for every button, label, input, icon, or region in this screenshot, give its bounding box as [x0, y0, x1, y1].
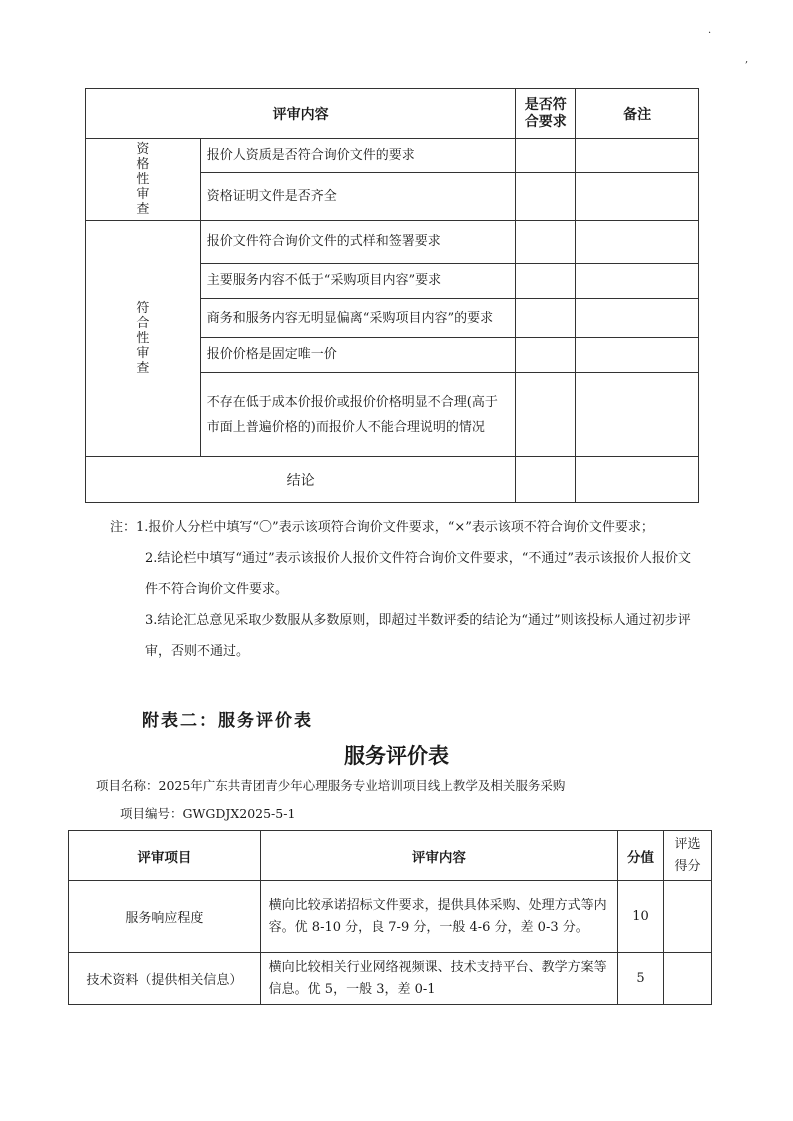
remark-cell[interactable]: [576, 373, 699, 457]
conform-cell[interactable]: [516, 264, 576, 299]
section-title: 附表二：服务评价表: [142, 711, 313, 731]
header-eval-content: 评审内容: [260, 831, 617, 881]
category-qualification: 资格性审查: [86, 139, 201, 221]
conform-cell[interactable]: [516, 338, 576, 373]
note-3: 3.结论汇总意见采取少数服从多数原则，即超过半数评委的结论为“通过”则该投标人通过初步评审，否则不通过。: [145, 613, 691, 659]
conform-cell[interactable]: [516, 373, 576, 457]
conform-cell[interactable]: [516, 173, 576, 221]
eval-content: 横向比较相关行业网络视频课、技术支持平台、教学方案等信息。优 5，一般 3，差 0-1: [260, 953, 617, 1005]
conform-cell[interactable]: [516, 457, 576, 503]
eval-item: 服务响应程度: [69, 881, 261, 953]
review-item: 主要服务内容不低于“采购项目内容”要求: [200, 264, 515, 299]
note-2: 2.结论栏中填写“通过”表示该报价人报价文件符合询价文件要求，“不通过”表示该报价人报价文件不符合询价文件要求。: [145, 551, 691, 597]
conform-cell[interactable]: [516, 221, 576, 264]
review-item: 资格证明文件是否齐全: [200, 173, 515, 221]
scan-mark: ·: [708, 28, 712, 39]
eval-score: 10: [618, 881, 664, 953]
remark-cell[interactable]: [576, 264, 699, 299]
header-score: 分值: [618, 831, 664, 881]
rating-cell[interactable]: [664, 953, 712, 1005]
review-table: [85, 88, 699, 503]
remark-cell[interactable]: [576, 457, 699, 503]
service-evaluation-table: [68, 830, 712, 1005]
category-compliance: 符合性审查: [86, 221, 201, 457]
header-eval-item: 评审项目: [69, 831, 261, 881]
remark-cell[interactable]: [576, 338, 699, 373]
note-1: 注：1.报价人分栏中填写“〇”表示该项符合询价文件要求，“×”表示该项不符合询价文件要求；: [110, 520, 654, 535]
remark-cell[interactable]: [576, 299, 699, 338]
eval-item: 技术资料（提供相关信息）: [69, 953, 261, 1005]
project-number: 项目编号：GWGDJX2025-5-1: [120, 806, 296, 821]
remark-cell[interactable]: [576, 139, 699, 173]
conform-cell[interactable]: [516, 139, 576, 173]
scan-mark: ,: [745, 54, 749, 65]
project-name: 项目名称：2025年广东共青团青少年心理服务专业培训项目线上教学及相关服务采购: [96, 778, 566, 793]
eval-score: 5: [618, 953, 664, 1005]
header-rating: 评选得分: [664, 831, 712, 881]
page-title: 服务评价表: [344, 744, 449, 768]
header-remark: 备注: [576, 89, 699, 139]
notes: [110, 512, 700, 667]
review-item: 报价价格是固定唯一价: [200, 338, 515, 373]
conclusion-label: 结论: [86, 457, 516, 503]
rating-cell[interactable]: [664, 881, 712, 953]
remark-cell[interactable]: [576, 173, 699, 221]
review-item: 报价人资质是否符合询价文件的要求: [200, 139, 515, 173]
review-item: 商务和服务内容无明显偏离“采购项目内容”的要求: [200, 299, 515, 338]
header-review-content: 评审内容: [86, 89, 516, 139]
remark-cell[interactable]: [576, 221, 699, 264]
review-item: 报价文件符合询价文件的式样和签署要求: [200, 221, 515, 264]
review-item: 不存在低于成本价报价或报价价格明显不合理(高于市面上普遍价格的)而报价人不能合理说明的情况: [200, 373, 515, 457]
header-conform: 是否符合要求: [516, 89, 576, 139]
conform-cell[interactable]: [516, 299, 576, 338]
eval-content: 横向比较承诺招标文件要求，提供具体采购、处理方式等内容。优 8-10 分，良 7-9 分，一般 4-6 分，差 0-3 分。: [260, 881, 617, 953]
